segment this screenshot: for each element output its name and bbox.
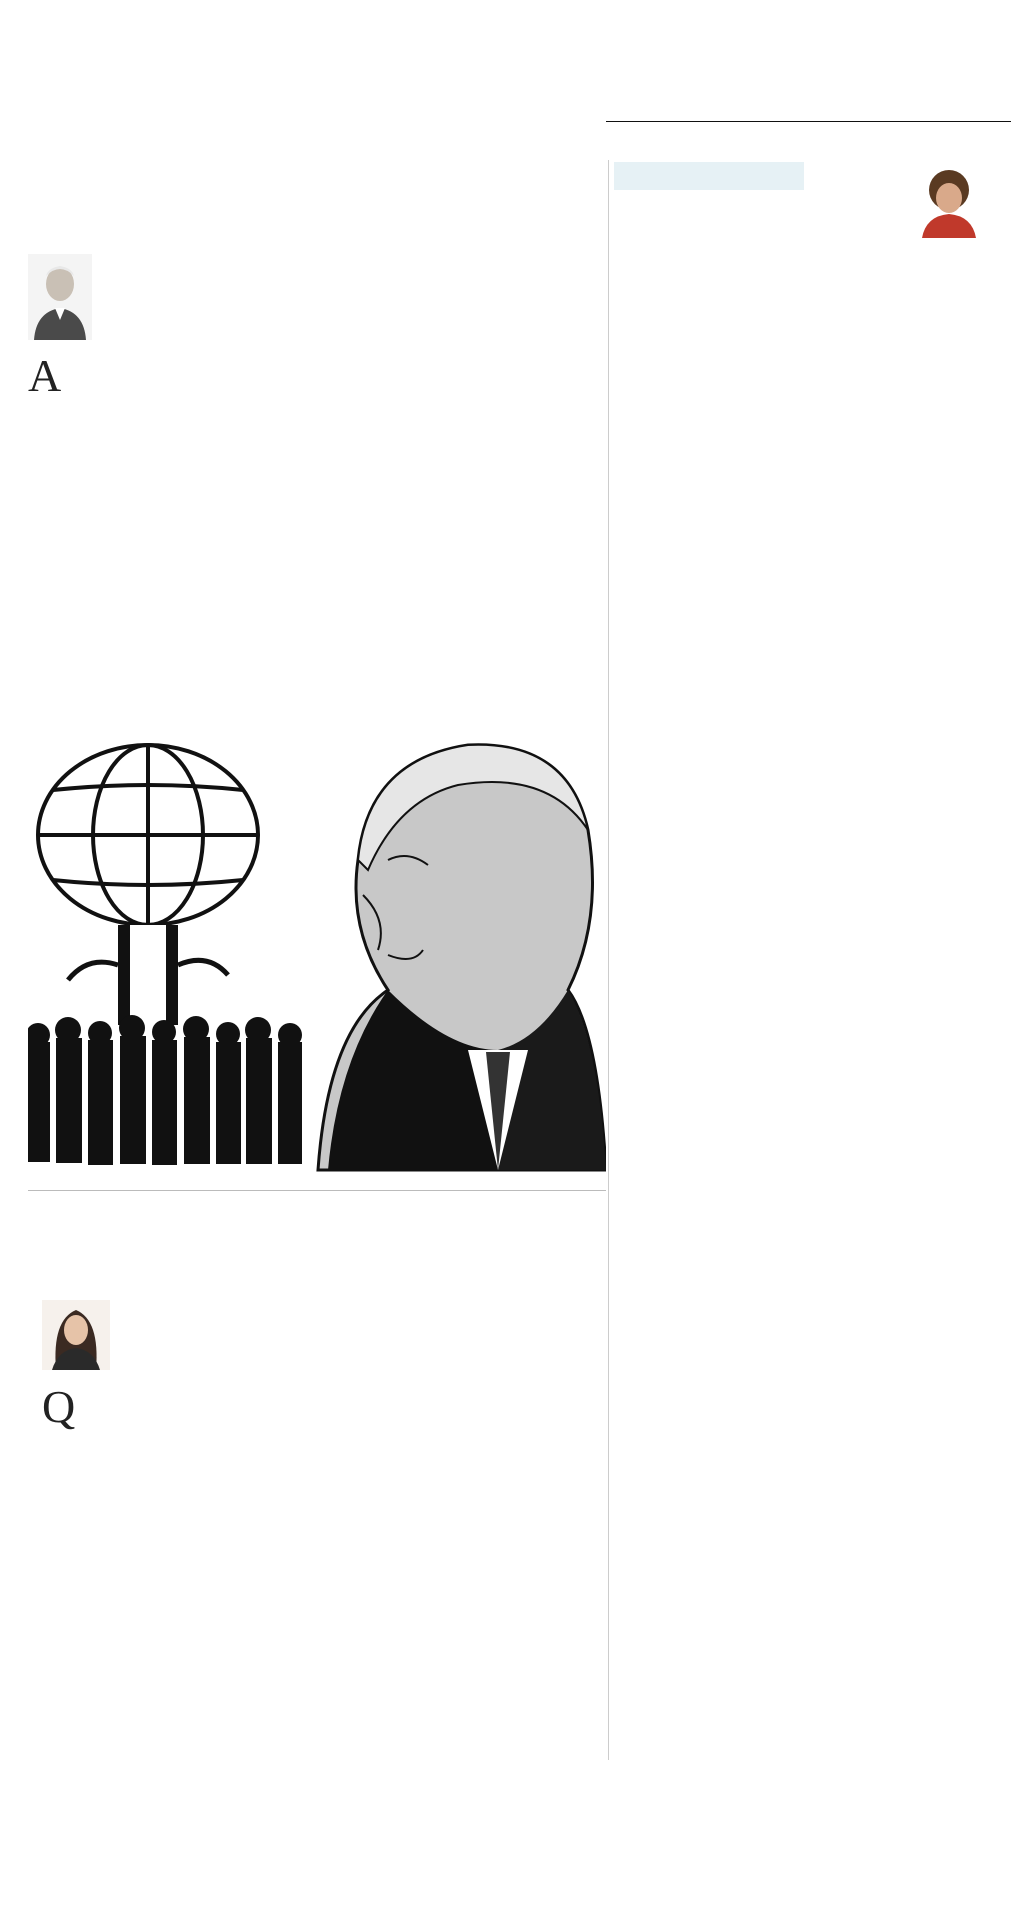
- column-header: [614, 162, 804, 190]
- header-rule: [606, 121, 1011, 122]
- article2-col1: [42, 1381, 224, 1758]
- columnist-photo: [916, 166, 982, 238]
- dropcap-q: Q: [42, 1381, 76, 1432]
- section-divider: [28, 1190, 606, 1191]
- dropcap-a: A: [28, 350, 62, 401]
- article1-col1: [28, 350, 216, 645]
- article2-col2: [232, 1300, 412, 1758]
- cartoon-illustration: [28, 690, 606, 1180]
- cartoon-trump-globe-icon: [28, 690, 606, 1180]
- author-photo-sarney: [28, 254, 92, 340]
- portrait-icon: [42, 1300, 110, 1370]
- article1-col3: [424, 252, 606, 652]
- sidebar-column: [742, 309, 980, 1734]
- sidebar-divider: [608, 160, 609, 1760]
- portrait-icon: [916, 166, 982, 238]
- article1-col2: [224, 252, 416, 652]
- portrait-icon: [28, 254, 92, 340]
- article2-col3: [420, 1300, 600, 1758]
- author-photo-belmonte: [42, 1300, 110, 1370]
